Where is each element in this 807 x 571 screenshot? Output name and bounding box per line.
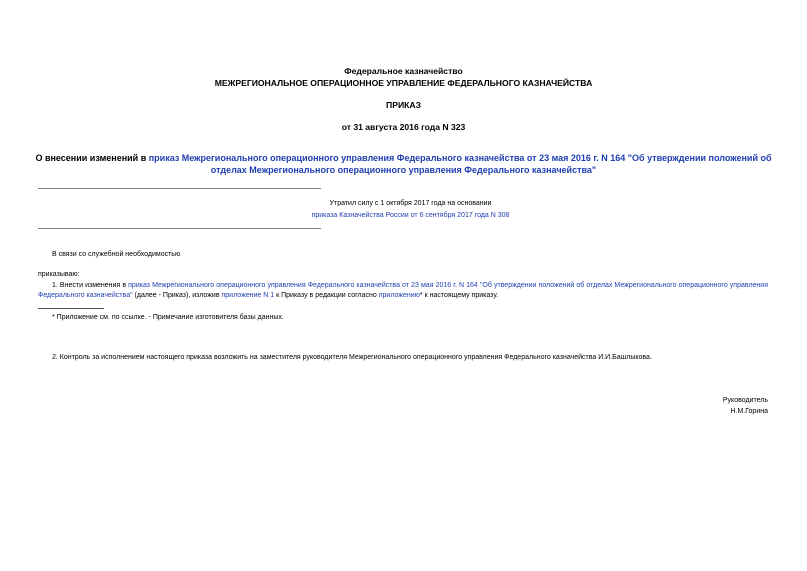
signature-position: Руководитель	[722, 397, 768, 404]
agency-name: Федеральное казначейство	[344, 66, 463, 76]
footnote: * Приложение см. по ссылке. - Примечание изготовителя базы данных.	[52, 314, 284, 321]
order-word: приказываю:	[38, 271, 80, 278]
document-type: ПРИКАЗ	[386, 100, 421, 110]
department-name: МЕЖРЕГИОНАЛЬНОЕ ОПЕРАЦИОННОЕ УПРАВЛЕНИЕ ФЕДЕРАЛЬНОГО КАЗНАЧЕЙСТВА	[214, 78, 593, 88]
document-date-number: от 31 августа 2016 года N 323	[341, 122, 466, 132]
item1-text-d: * к настоящему приказу.	[419, 292, 499, 299]
status-link-order-308[interactable]: приказа Казначейства России от 6 сентября 2017 года N 308	[311, 212, 510, 219]
item1-text-c: к Приказу в редакции согласно	[274, 292, 379, 299]
item1-text-a: 1. Внести изменения в	[52, 282, 129, 289]
item-1-paragraph	[38, 281, 768, 301]
item1-link-appendix[interactable]: приложению	[378, 292, 420, 299]
footnote-divider	[38, 308, 104, 309]
title-prefix: О внесении изменений в	[35, 153, 149, 163]
item1-link-appendix-1[interactable]: приложение N 1	[221, 292, 275, 299]
signature-name: Н.М.Горина	[730, 408, 768, 415]
divider-bottom	[38, 228, 321, 229]
status-line: Утратил силу с 1 октября 2017 года на основании	[329, 200, 492, 207]
item-2-paragraph: 2. Контроль за исполнением настоящего приказа возложить на заместителя руководителя Межрегионального операционного управления Федерального казначейства И.И.Башлыкова.	[52, 354, 652, 361]
item1-text-b: (далее - Приказ), изложив	[132, 292, 222, 299]
intro-paragraph: В связи со служебной необходимостью	[52, 251, 181, 258]
title-link-order-164[interactable]: приказ Межрегионального операционного управления Федерального казначейства от 23 мая 2016 г. N 164 "Об утверждении положений об отделах Межрегионального операционного управления Федерального казначейства"	[148, 153, 772, 175]
divider-top	[38, 188, 321, 189]
item1-link-order-164[interactable]: приказ Межрегионального операционного управления Федерального казначейства от 23 мая 2016 г. N 164 "Об утверждении положений об отделах Межрегионального операционного управления Федерального казначейства"	[38, 282, 768, 299]
document-title	[30, 152, 777, 176]
